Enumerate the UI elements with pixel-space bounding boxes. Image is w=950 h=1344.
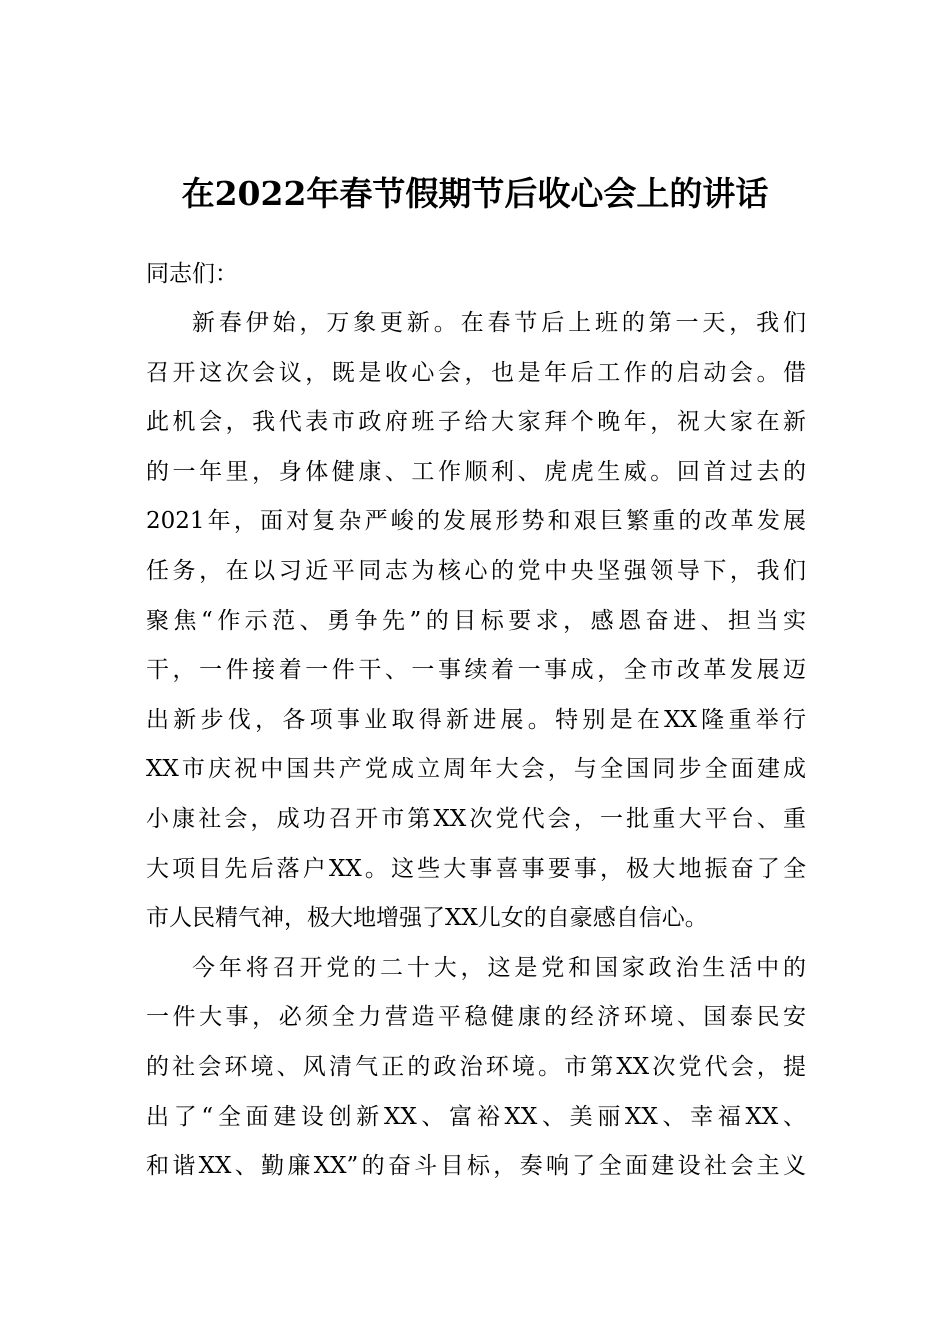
text-line: 市人民精气神，极大地增强了XX儿女的自豪感自信心。 bbox=[146, 905, 708, 932]
paragraph-2 bbox=[146, 944, 806, 1192]
document-title: 在2022年春节假期节后收心会上的讲话 bbox=[181, 174, 769, 213]
text-line: 召开这次会议，既是收心会，也是年后工作的启动会。借 bbox=[146, 359, 806, 386]
text-line: 新春伊始，万象更新。在春节后上班的第一天，我们 bbox=[192, 310, 806, 336]
text-line: 的社会环境、风清气正的政治环境。市第XX次党代会，提 bbox=[146, 1053, 806, 1080]
text-line: 的一年里，身体健康、工作顺利、虎虎生威。回首过去的 bbox=[146, 458, 806, 485]
text-line: 干，一件接着一件干、一事续着一事成，全市改革发展迈 bbox=[146, 657, 806, 684]
text-line: 一件大事，必须全力营造平稳健康的经济环境、国泰民安 bbox=[146, 1004, 806, 1031]
paragraph-1 bbox=[146, 299, 806, 944]
text-line: XX市庆祝中国共产党成立周年大会，与全国同步全面建成 bbox=[146, 756, 806, 783]
salutation: 同志们： bbox=[146, 261, 238, 287]
text-line: 出了“全面建设创新XX、富裕XX、美丽XX、幸福XX、 bbox=[146, 1103, 806, 1130]
text-line: 今年将召开党的二十大，这是党和国家政治生活中的 bbox=[192, 954, 806, 981]
text-line: 和谐XX、勤廉XX”的奋斗目标，奏响了全面建设社会主义 bbox=[146, 1153, 806, 1180]
text-line: 出新步伐，各项事业取得新进展。特别是在XX隆重举行 bbox=[146, 706, 806, 733]
text-line: 此机会，我代表市政府班子给大家拜个晚年，祝大家在新 bbox=[146, 409, 806, 436]
text-line: 小康社会，成功召开市第XX次党代会，一批重大平台、重 bbox=[146, 805, 806, 832]
text-line: 任务，在以习近平同志为核心的党中央坚强领导下，我们 bbox=[146, 557, 806, 584]
text-line: 2021年，面对复杂严峻的发展形势和艰巨繁重的改革发展 bbox=[146, 508, 806, 535]
document-body bbox=[146, 249, 806, 1192]
text-line: 大项目先后落户XX。这些大事喜事要事，极大地振奋了全 bbox=[146, 855, 806, 882]
text-line: 聚焦“作示范、勇争先”的目标要求，感恩奋进、担当实 bbox=[146, 607, 806, 634]
